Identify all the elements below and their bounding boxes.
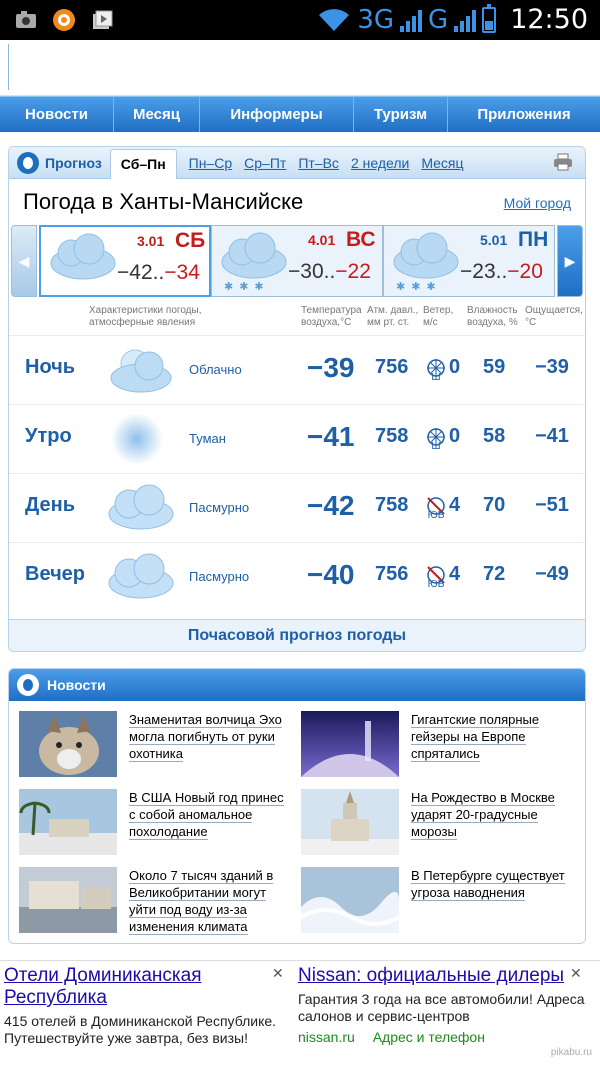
cloud-icon (390, 230, 462, 284)
wind-value: 4 (449, 563, 461, 585)
news-header (9, 669, 585, 701)
city-title: Погода в Ханты-Мансийске (23, 189, 304, 214)
column-headers (9, 303, 586, 339)
news-panel (8, 668, 586, 944)
col-wind: Ветер, м/с (423, 305, 454, 328)
signal-1-icon (400, 8, 422, 32)
nav-month[interactable]: Месяц (114, 97, 200, 132)
nav-informers[interactable]: Информеры (200, 97, 354, 132)
day-card[interactable] (383, 225, 555, 297)
text-cursor (8, 44, 9, 90)
forecast-row (9, 404, 586, 472)
news-title: Новости (47, 677, 106, 693)
humidity-value: 70 (483, 494, 506, 516)
ad-item[interactable] (4, 965, 280, 1047)
news-headline: На Рождество в Москве ударят 20-градусные морозы (411, 790, 555, 839)
print-icon[interactable] (553, 153, 573, 171)
col-pressure: Атм. давл., мм рт. ст. (367, 305, 419, 328)
news-item[interactable] (301, 711, 571, 781)
news-item[interactable] (301, 867, 571, 937)
ad-close-icon[interactable]: ✕ (570, 965, 582, 981)
forecast-panel (8, 146, 586, 652)
wind-value: 0 (449, 425, 461, 447)
ad-link[interactable]: Адрес и телефон (372, 1029, 485, 1045)
ads-block (0, 960, 600, 1066)
ad-body: Гарантия 3 года на все автомобили! Адреса салонов и сервис-центров (298, 991, 585, 1024)
my-city-link[interactable]: Мой город (503, 195, 571, 211)
nav-news[interactable]: Новости (0, 97, 114, 132)
day-date: 5.01 (480, 232, 508, 248)
signal-2-icon (454, 8, 476, 32)
wind-direction: Ш (431, 441, 441, 452)
battery-icon (482, 7, 496, 33)
cloud-icon (218, 230, 290, 284)
feels-like-value: −39 (535, 356, 569, 378)
address-area[interactable] (0, 40, 600, 96)
feels-like-value: −41 (535, 425, 569, 447)
news-item[interactable] (19, 789, 289, 859)
ad-title[interactable]: Nissan: официальные дилеры (298, 965, 565, 986)
wifi-icon (317, 7, 351, 33)
ad-body: 415 отелей в Доминиканской Республике. Путешествуйте уже завтра, без визы! (4, 1013, 277, 1046)
wind-value: 0 (449, 356, 461, 378)
news-item[interactable] (301, 789, 571, 859)
snow-icon: ✱✱✱ (396, 281, 442, 293)
period-label: Утро (25, 425, 72, 447)
day-card[interactable] (211, 225, 383, 297)
news-headline: Гигантские полярные гейзеры на Европе спрятались (411, 712, 540, 761)
day-name: ВС (346, 228, 376, 251)
tab-wed-fri[interactable]: Ср–Пт (244, 154, 287, 171)
day-name: СБ (175, 229, 206, 252)
period-label: Вечер (25, 563, 86, 585)
tab-month[interactable]: Месяц (421, 154, 464, 171)
news-headline: Около 7 тысяч зданий в Великобритании могут уйти под воду из-за изменения климата (129, 868, 274, 934)
day-date: 4.01 (308, 232, 336, 248)
flood-thumbnail (19, 867, 117, 933)
feels-like-value: −49 (535, 563, 569, 585)
forecast-row (9, 335, 586, 403)
col-temp: Температура воздуха,°C (301, 305, 362, 328)
day-temp-min: −42.. (117, 261, 165, 284)
day-temp-max: −22 (335, 260, 371, 283)
day-card[interactable] (39, 225, 211, 297)
ad-link[interactable]: nissan.ru (298, 1029, 355, 1045)
overcast-icon (105, 480, 175, 536)
hourly-forecast-link[interactable]: Почасовой прогноз погоды (9, 619, 585, 651)
network-3g-label: 3G (357, 4, 395, 35)
moscow-tower-thumbnail (301, 789, 399, 855)
condition-label: Облачно (189, 362, 242, 377)
clock: 12:50 (510, 4, 588, 35)
wind-direction: Ш (431, 372, 441, 383)
period-label: Ночь (25, 356, 76, 378)
col-feels: Ощущается, °C (525, 305, 583, 328)
network-g-label: G (428, 4, 449, 35)
day-date: 3.01 (137, 233, 165, 249)
palm-house-thumbnail (19, 789, 117, 855)
top-nav (0, 96, 600, 132)
tab-fri-sun[interactable]: Пт–Вс (298, 154, 339, 171)
day-temp-max: −20 (507, 260, 543, 283)
temperature-value: −40 (307, 559, 355, 590)
snow-icon: ✱✱✱ (224, 281, 270, 293)
news-headline: В Петербурге существует угроза наводнения (411, 868, 565, 900)
col-humidity: Влажность воздуха, % (467, 305, 518, 328)
status-bar (0, 0, 600, 40)
ad-title[interactable]: Отели Доминиканская Республика (4, 965, 202, 1008)
humidity-value: 59 (483, 356, 506, 378)
pressure-value: 756 (375, 356, 409, 378)
nav-tourism[interactable]: Туризм (354, 97, 448, 132)
news-item[interactable] (19, 867, 289, 937)
pressure-value: 758 (375, 494, 409, 516)
humidity-value: 72 (483, 563, 506, 585)
camera-icon (14, 8, 38, 32)
fog-icon (105, 411, 175, 467)
ad-close-icon[interactable]: ✕ (272, 965, 284, 981)
forecast-label: Прогноз (45, 154, 102, 171)
next-days-button[interactable] (557, 225, 583, 297)
day-name: ПН (518, 228, 549, 251)
arrow-left-icon: ◀ (18, 252, 30, 269)
geyser-thumbnail (301, 711, 399, 777)
humidity-value: 58 (483, 425, 506, 447)
pressure-value: 758 (375, 425, 409, 447)
day-carousel (11, 225, 583, 297)
pressure-value: 756 (375, 563, 409, 585)
period-label: День (25, 494, 75, 516)
day-temp-min: −30.. (288, 260, 336, 283)
forecast-row (9, 473, 586, 541)
app-orange-icon (52, 8, 76, 32)
news-headline: В США Новый год принес с собой аномальное похолодание (129, 790, 284, 839)
nav-apps[interactable]: Приложения (477, 106, 571, 123)
wolf-thumbnail (19, 711, 117, 777)
wind-direction: ЮВ (427, 510, 445, 521)
arrow-right-icon: ▶ (564, 252, 576, 269)
tab-mon-wed[interactable]: Пн–Ср (188, 154, 233, 171)
news-item[interactable] (19, 711, 289, 781)
forecast-row (9, 542, 586, 610)
cloud-icon (105, 342, 175, 398)
tab-two-weeks[interactable]: 2 недели (350, 154, 410, 171)
prev-days-button[interactable] (11, 225, 37, 297)
gismeteo-logo-icon (17, 152, 39, 174)
condition-label: Туман (189, 431, 226, 446)
day-temp-max: −34 (164, 261, 200, 284)
condition-label: Пасмурно (189, 569, 250, 584)
wind-direction: ЮВ (427, 579, 445, 590)
wind-value: 4 (449, 494, 461, 516)
ad-item[interactable] (298, 965, 588, 1045)
temperature-value: −41 (307, 421, 355, 452)
watermark: pikabu.ru (550, 1047, 592, 1058)
ice-waves-thumbnail (301, 867, 399, 933)
gismeteo-logo-icon (17, 674, 39, 696)
temperature-value: −42 (307, 490, 355, 521)
overcast-icon (105, 549, 175, 605)
tab-sat-mon[interactable]: Сб–Пн (110, 149, 177, 179)
temperature-value: −39 (307, 352, 355, 383)
forecast-tabbar (9, 147, 585, 179)
gallery-icon (90, 8, 114, 32)
day-temp-min: −23.. (460, 260, 508, 283)
feels-like-value: −51 (535, 494, 569, 516)
news-headline: Знаменитая волчица Эхо могла погибнуть от руки охотника (129, 712, 282, 761)
condition-label: Пасмурно (189, 500, 250, 515)
cloud-icon (47, 231, 119, 285)
col-conditions: Характеристики погоды, атмосферные явления (89, 305, 202, 328)
